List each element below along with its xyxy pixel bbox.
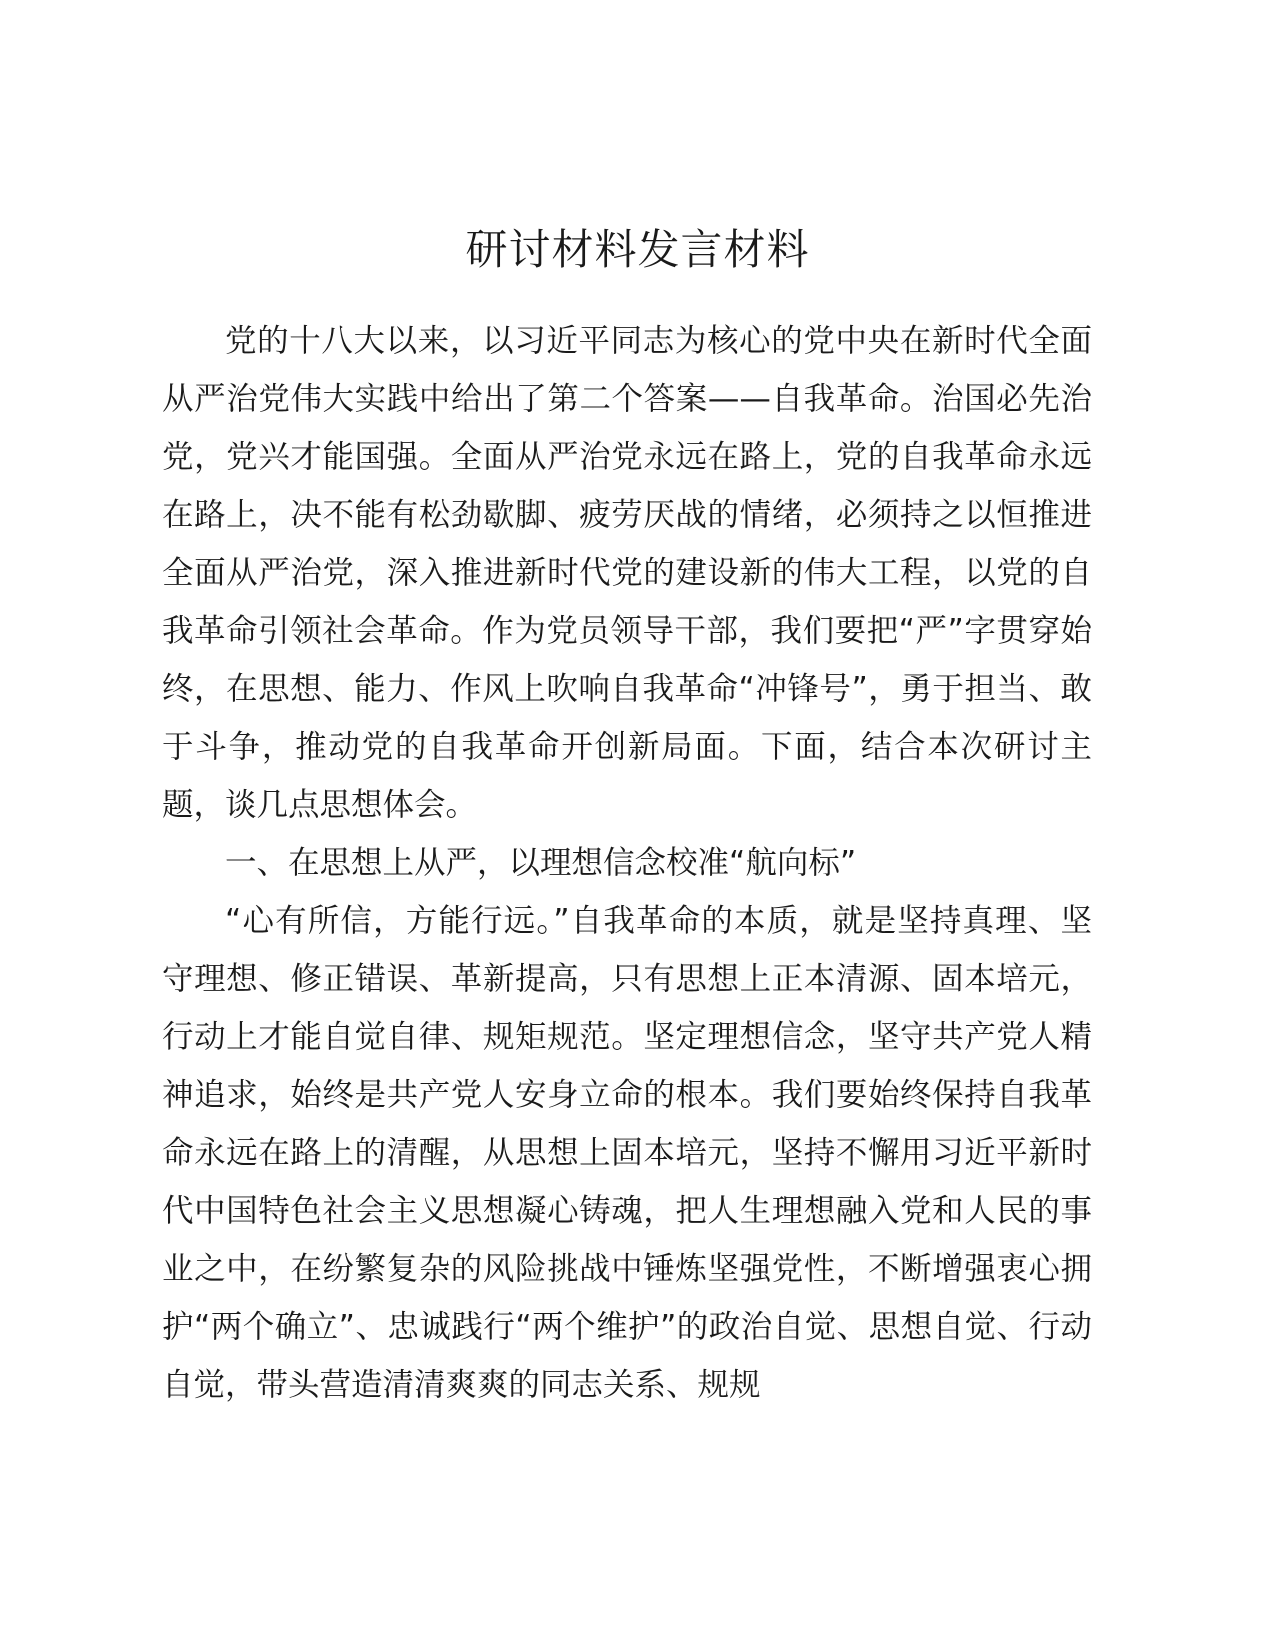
paragraph-section-1: “心有所信，方能行远。”自我革命的本质，就是坚持真理、坚守理想、修正错误、革新提高，只有思想上正本清源、固本培元，行动上才能自觉自律、规矩规范。坚定理想信念，坚守共产党人精神追求，始终是共产党人安身立命的根本。我们要始终保持自我革命永远在路上的清醒，从思想上固本培元，坚持不懈用习近平新时代中国特色社会主义思想凝心铸魂，把人生理想融入党和人民的事业之中，在纷繁复杂的风险挑战中锤炼坚强党性，不断增强衷心拥护“两个确立”、忠诚践行“两个维护”的政治自觉、思想自觉、行动自觉，带头营造清清爽爽的同志关系、规规 [162,903,1092,1403]
document-body [162,312,1092,1414]
paragraph-intro: 党的十八大以来，以习近平同志为核心的党中央在新时代全面从严治党伟大实践中给出了第二个答案——自我革命。治国必先治党，党兴才能国强。全面从严治党永远在路上，党的自我革命永远在路上，决不能有松劲歇脚、疲劳厌战的情绪，必须持之以恒推进全面从严治党，深入推进新时代党的建设新的伟大工程，以党的自我革命引领社会革命。作为党员领导干部，我们要把“严”字贯穿始终，在思想、能力、作风上吹响自我革命“冲锋号”，勇于担当、敢于斗争，推动党的自我革命开创新局面。下面，结合本次研讨主题，谈几点思想体会。 [162,323,1092,823]
document-title: 研讨材料发言材料 [465,225,810,274]
section-heading-1: 一、在思想上从严，以理想信念校准“航向标” [225,845,857,881]
